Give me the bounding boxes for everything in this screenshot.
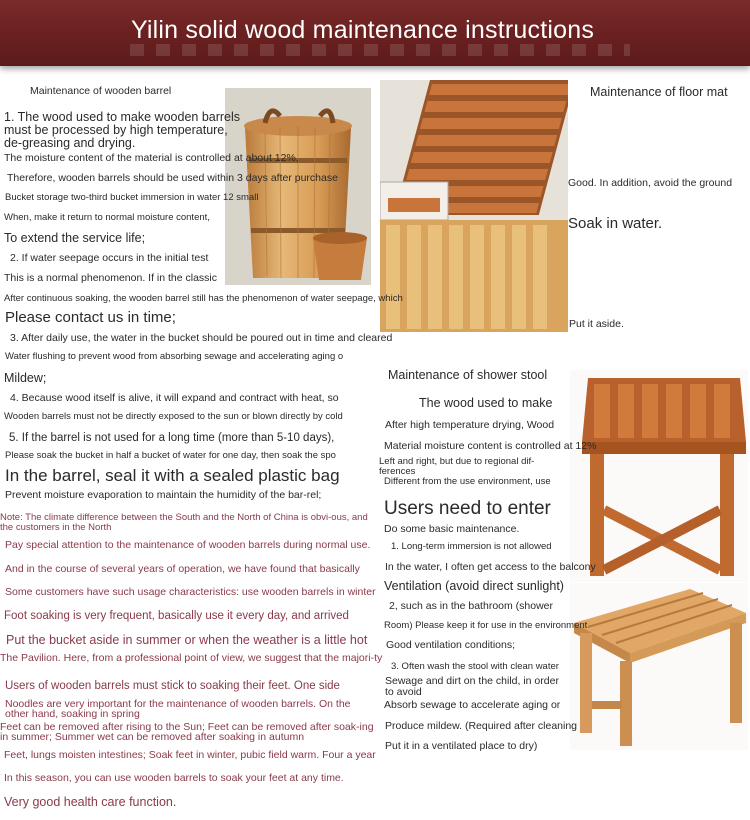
banner-watermark	[130, 44, 630, 56]
barrel-line-9: After continuous soaking, the wooden barrel still has the phenomenon of water seepage, which	[4, 293, 403, 304]
stool-heading: Maintenance of shower stool	[388, 368, 548, 382]
stool-line-8: 1. Long-term immersion is not allowed	[391, 541, 552, 552]
barrel-line-29: Feet can be removed after rising to the Sun; Feet can be removed after soak-ing in summer; Summer wet can be removed after soaking in autumn	[0, 721, 374, 743]
barrel-line-18: In the barrel, seal it with a sealed plastic bag	[5, 466, 340, 485]
stool-line-9: In the water, I often get access to the balcony	[385, 561, 596, 573]
barrel-line-5: When, make it return to normal moisture content,	[4, 212, 210, 223]
floor-mat-line-3: Put it aside.	[569, 318, 624, 330]
barrel-line-7: 2. If water seepage occurs in the initial test	[10, 252, 209, 264]
stool-line-15: Sewage and dirt on the child, in order to avoid	[385, 675, 559, 698]
stool-line-4: Left and right, but due to regional dif-ferences	[379, 456, 535, 477]
stool-line-6: Users need to enter	[384, 498, 551, 519]
barrel-line-13: Mildew;	[4, 371, 47, 385]
shower-stool-photo	[570, 370, 748, 582]
stool-line-11: 2, such as in the bathroom (shower	[389, 600, 554, 612]
stool-line-1: The wood used to make	[419, 397, 553, 410]
stool-line-7: Do some basic maintenance.	[384, 523, 520, 535]
stool-line-10: Ventilation (avoid direct sunlight)	[384, 579, 564, 593]
floor-mat-photo	[380, 80, 568, 332]
barrel-line-23: Some customers have such usage characteristics: use wooden barrels in winter	[5, 586, 376, 598]
stool-line-2: After high temperature drying, Wood	[385, 419, 555, 431]
barrel-line-24: Foot soaking is very frequent, basically use it every day, and arrived	[4, 610, 349, 622]
barrel-line-16: 5. If the barrel is not used for a long time (more than 5-10 days),	[9, 432, 335, 444]
stool-line-13: Good ventilation conditions;	[386, 639, 515, 651]
barrel-line-1: 1. The wood used to make wooden barrels must be processed by high temperature, de-greasing and drying.	[4, 110, 241, 151]
barrel-heading: Maintenance of wooden barrel	[30, 85, 172, 97]
barrel-line-10: Please contact us in time;	[5, 309, 176, 326]
barrel-line-28: Noodles are very important for the maintenance of wooden barrels. On the other hand, soaking in spring	[5, 698, 351, 720]
stool-line-17: Produce mildew. (Required after cleaning	[385, 720, 578, 732]
barrel-line-12: Water flushing to prevent wood from absorbing sewage and accelerating aging o	[5, 351, 344, 362]
stool-line-3: Material moisture content is controlled at 12%	[384, 440, 597, 452]
floor-mat-line-1: Good. In addition, avoid the ground	[568, 177, 733, 189]
barrel-line-6: To extend the service life;	[4, 231, 146, 245]
barrel-line-8: This is a normal phenomenon. If in the classic	[4, 272, 218, 284]
barrel-line-4: Bucket storage two-third bucket immersion in water 12 small	[5, 192, 259, 203]
stool-line-14: 3. Often wash the stool with clean water	[391, 661, 559, 672]
barrel-note: Note: The climate difference between the South and the North of China is obvi-ous, and the customers in the North	[0, 512, 368, 533]
barrel-line-27: Users of wooden barrels must stick to soaking their feet. One side	[5, 680, 340, 692]
floor-mat-heading: Maintenance of floor mat	[590, 85, 728, 99]
page-title: Yilin solid wood maintenance instructions	[130, 16, 595, 44]
barrel-line-30: Feet, lungs moisten intestines; Soak feet in winter, pubic field warm. Four a year	[4, 749, 376, 761]
barrel-line-2: The moisture content of the material is controlled at about 12%,	[4, 152, 299, 164]
stool-line-5: Different from the use environment, use	[384, 476, 551, 487]
stool-line-16: Absorb sewage to accelerate aging or	[384, 699, 561, 711]
floor-mat-line-2: Soak in water.	[568, 215, 663, 232]
barrel-line-11: 3. After daily use, the water in the bucket should be poured out in time and cleared	[10, 332, 393, 344]
barrel-line-17: Please soak the bucket in half a bucket of water for one day, then soak the spo	[5, 450, 336, 461]
barrel-line-21: Pay special attention to the maintenance of wooden barrels during normal use.	[5, 539, 371, 551]
barrel-line-15: Wooden barrels must not be directly exposed to the sun or blown directly by cold	[4, 411, 343, 422]
barrel-line-31: In this season, you can use wooden barrels to soak your feet at any time.	[4, 772, 344, 784]
stool-line-12: Room) Please keep it for use in the environment	[384, 620, 588, 631]
barrel-line-14: 4. Because wood itself is alive, it will expand and contract with heat, so	[10, 392, 339, 404]
barrel-line-22: And in the course of several years of operation, we have found that basically	[5, 563, 360, 575]
stool-line-18: Put it in a ventilated place to dry)	[385, 740, 538, 752]
barrel-line-3: Therefore, wooden barrels should be used within 3 days after purchase	[7, 172, 338, 184]
barrel-line-26: The Pavilion. Here, from a professional point of view, we suggest that the majori-ty	[0, 652, 383, 664]
barrel-line-19: Prevent moisture evaporation to maintain the humidity of the bar-rel;	[5, 489, 322, 501]
barrel-line-25: Put the bucket aside in summer or when the weather is a little hot	[6, 633, 368, 647]
title-banner	[0, 0, 750, 66]
barrel-line-32: Very good health care function.	[4, 795, 177, 809]
bench-photo	[570, 583, 748, 750]
